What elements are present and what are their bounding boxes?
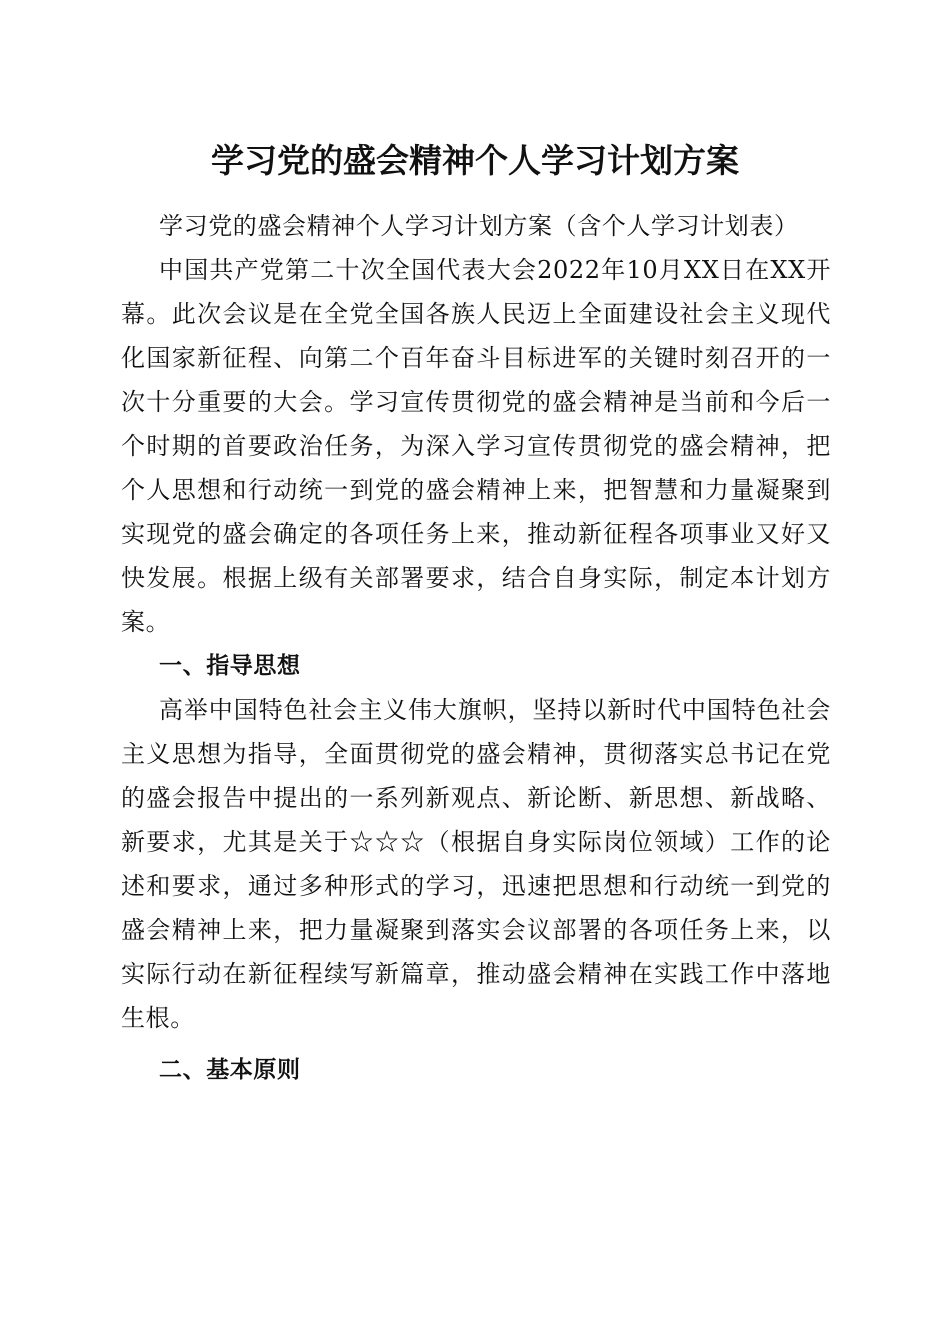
intro-paragraph: 中国共产党第二十次全国代表大会2022年10月XX日在XX开幕。此次会议是在全党全国各族人民迈上全面建设社会主义现代化国家新征程、向第二个百年奋斗目标进军的关键时刻召开的一次十分重要的大会。学习宣传贯彻党的盛会精神是当前和今后一个时期的首要政治任务，为深入学习宣传贯彻党的盛会精神，把个人思想和行动统一到党的盛会精神上来，把智慧和力量凝聚到实现党的盛会确定的各项任务上来，推动新征程各项事业又好又快发展。根据上级有关部署要求，结合自身实际，制定本计划方案。 [121,256,831,636]
document-subtitle: 学习党的盛会精神个人学习计划方案（含个人学习计划表） [159,212,799,240]
section-body-guiding-ideology: 高举中国特色社会主义伟大旗帜，坚持以新时代中国特色社会主义思想为指导，全面贯彻党的盛会精神，贯彻落实总书记在党的盛会报告中提出的一系列新观点、新论断、新思想、新战略、新要求，尤其是关于☆☆☆（根据自身实际岗位领域）工作的论述和要求，通过多种形式的学习，迅速把思想和行动统一到党的盛会精神上来，把力量凝聚到落实会议部署的各项任务上来，以实际行动在新征程续写新篇章，推动盛会精神在实践工作中落地生根。 [121,696,831,1032]
section-heading-basic-principles: 二、基本原则 [159,1057,301,1083]
section-spacer [121,1040,831,1048]
section-heading-guiding-ideology: 一、指导思想 [159,653,301,679]
document-title: 学习党的盛会精神个人学习计划方案 [211,141,739,180]
document-body [121,204,831,1092]
